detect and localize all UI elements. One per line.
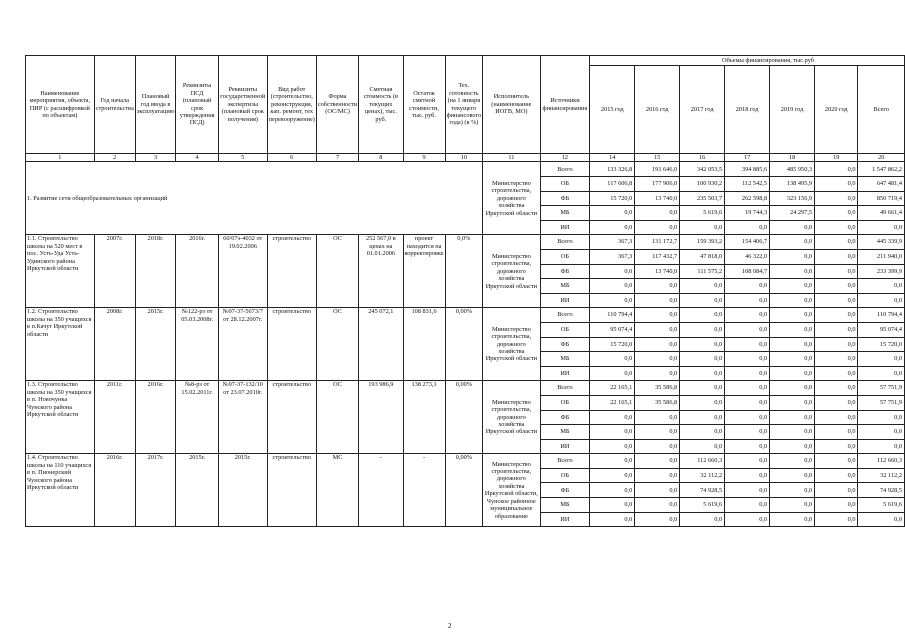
value-cell: 0,0 [815,381,858,396]
total-cell: 0,0 [858,425,905,440]
value-cell: 0,0 [815,468,858,483]
value-cell: 0,0 [815,352,858,367]
value-cell: 0,0 [770,410,815,425]
value-cell: 262 598,8 [725,191,770,206]
value-cell: 0,0 [770,337,815,352]
value-cell: 0,0 [725,425,770,440]
value-cell: 0,0 [680,337,725,352]
value-cell: 0,0 [815,279,858,294]
value-cell: 46 322,0 [725,249,770,264]
value-cell: 0,0 [590,220,635,235]
estimated-cost: 193 986,9 [359,381,403,454]
value-cell: 0,0 [635,512,680,527]
value-cell: 0,0 [590,293,635,308]
value-cell: 0,0 [680,220,725,235]
source-cell: Всего [540,454,590,469]
column-numbers-row [26,154,905,162]
value-cell: 0,0 [725,220,770,235]
value-cell: 35 586,8 [635,381,680,396]
column-number: 10 [445,154,483,162]
value-cell: 0,0 [590,439,635,454]
column-number: 16 [680,154,725,162]
table-row [26,454,905,469]
value-cell: 0,0 [815,308,858,323]
value-cell: 0,0 [815,249,858,264]
page-number: 2 [448,622,452,630]
value-cell: 0,0 [725,381,770,396]
value-cell: 35 586,8 [635,395,680,410]
table-row [26,235,905,250]
value-cell: 0,0 [725,337,770,352]
ownership: ОС [316,308,358,381]
value-cell: 0,0 [770,308,815,323]
value-cell: 112 542,5 [725,177,770,192]
value-cell: 0,0 [815,498,858,513]
column-number: 20 [858,154,905,162]
value-cell: 0,0 [680,279,725,294]
value-cell: 0,0 [815,337,858,352]
value-cell: 394 885,6 [725,162,770,177]
value-cell: 0,0 [770,279,815,294]
value-cell: 0,0 [725,454,770,469]
column-number: 19 [815,154,858,162]
estimated-cost: 252 567,0 в ценах на 01.01.2006 [359,235,403,308]
value-cell: 0,0 [770,293,815,308]
value-cell: 0,0 [815,512,858,527]
value-cell: 0,0 [680,381,725,396]
header-year-2019: 2019 год [770,66,815,154]
column-number: 2 [94,154,135,162]
ownership: МС [316,454,358,527]
value-cell: 24 297,5 [770,206,815,221]
value-cell: 112 660,3 [680,454,725,469]
column-number: 1 [26,154,95,162]
column-number: 4 [176,154,218,162]
source-cell: ОБ [540,395,590,410]
value-cell: 0,0 [590,352,635,367]
value-cell: 0,0 [635,439,680,454]
header-year-2018: 2018 год [725,66,770,154]
value-cell: 0,0 [815,264,858,279]
value-cell: 0,0 [590,264,635,279]
header-year-2015: 2015 год [590,66,635,154]
value-cell: 22 165,1 [590,395,635,410]
value-cell: 0,0 [815,322,858,337]
total-cell: 5 619,6 [858,498,905,513]
source-cell: ИИ [540,220,590,235]
header-readiness: Тех. готовность (на 1 января текущего финансового года) (в %) [445,56,483,154]
object-name: 1.2. Строительство школы на 350 учащихся в п.Качуг Иркутской области [26,308,95,381]
value-cell: 32 112,2 [680,468,725,483]
value-cell: 0,0 [770,235,815,250]
estimated-cost: 245 072,1 [359,308,403,381]
header-funding-title: Объемы финансирования, тыс.руб [590,56,905,66]
executor: Министерство строительства, дорожного хозяйства Иркутской области [483,308,540,381]
value-cell: 0,0 [815,206,858,221]
source-cell: МБ [540,279,590,294]
value-cell: 0,0 [635,468,680,483]
source-cell: ОБ [540,177,590,192]
total-cell: 95 074,4 [858,322,905,337]
source-cell: Всего [540,235,590,250]
value-cell: 0,0 [590,512,635,527]
value-cell: 0,0 [770,264,815,279]
value-cell: 22 165,1 [590,381,635,396]
column-number: 7 [316,154,358,162]
value-cell: 117 432,7 [635,249,680,264]
value-cell: 0,0 [590,498,635,513]
header-psd: Реквизиты ПСД (плановый срок утверждения ПСД) [176,56,218,154]
value-cell: 0,0 [635,425,680,440]
total-cell: 57 751,9 [858,381,905,396]
value-cell: 0,0 [815,235,858,250]
header-commission-year: Плановый год ввода в эксплуатацию [135,56,176,154]
work-type: строительство [267,235,316,308]
value-cell: 0,0 [635,322,680,337]
commission-year: 2018г. [135,235,176,308]
value-cell: 0,0 [590,410,635,425]
value-cell: 19 744,3 [725,206,770,221]
value-cell: 0,0 [770,425,815,440]
value-cell: 0,0 [635,410,680,425]
value-cell: 131 172,7 [635,235,680,250]
value-cell: 0,0 [725,322,770,337]
table-row [26,162,905,177]
value-cell: 0,0 [770,381,815,396]
value-cell: 0,0 [680,439,725,454]
column-number: 15 [635,154,680,162]
source-cell: Всего [540,162,590,177]
value-cell: 0,0 [635,279,680,294]
value-cell: 177 906,0 [635,177,680,192]
financing-table [25,55,905,527]
value-cell: 0,0 [815,439,858,454]
value-cell: 0,0 [680,322,725,337]
column-number: 12 [540,154,590,162]
total-cell: 0,0 [858,512,905,527]
value-cell: 0,0 [725,439,770,454]
source-cell: ИИ [540,512,590,527]
value-cell: 0,0 [680,410,725,425]
source-cell: ИИ [540,366,590,381]
readiness: 0,0% [445,235,483,308]
value-cell: 342 053,5 [680,162,725,177]
total-cell: 0,0 [858,366,905,381]
value-cell: 0,0 [815,410,858,425]
value-cell: 0,0 [815,425,858,440]
estimated-cost: - [359,454,403,527]
psd-details: 2015г. [176,454,218,527]
total-cell: 850 719,4 [858,191,905,206]
total-cell: 15 720,0 [858,337,905,352]
header-expertise: Реквизиты государственной экспертизы (плановый срок получения) [218,56,267,154]
source-cell: ФБ [540,191,590,206]
source-cell: МБ [540,206,590,221]
value-cell: 0,0 [635,308,680,323]
value-cell: 0,0 [815,162,858,177]
value-cell: 0,0 [725,512,770,527]
value-cell: 5 619,6 [680,498,725,513]
value-cell: 0,0 [680,395,725,410]
source-cell: ИИ [540,293,590,308]
value-cell: 367,3 [590,235,635,250]
remaining-cost: проект находится на корректировке [403,235,445,308]
value-cell: 0,0 [680,512,725,527]
total-cell: 0,0 [858,279,905,294]
header-estimated-cost: Сметная стоимость (в текущих ценах), тыс. руб. [359,56,403,154]
value-cell: 0,0 [725,352,770,367]
expertise-details: 2015г. [218,454,267,527]
column-number: 9 [403,154,445,162]
value-cell: 100 930,2 [680,177,725,192]
value-cell: 0,0 [680,352,725,367]
value-cell: 0,0 [590,206,635,221]
value-cell: 0,0 [590,425,635,440]
total-cell: 1 547 862,2 [858,162,905,177]
object-name: 1.1. Строительство школы на 520 мест в пос. Усть-Уда Усть-Удинского района Иркутской области [26,235,95,308]
value-cell: 0,0 [635,337,680,352]
total-cell: 0,0 [858,439,905,454]
value-cell: 111 575,2 [680,264,725,279]
value-cell: 191 646,0 [635,162,680,177]
section-title: 1. Развитие сети общеобразовательных организаций [26,162,483,235]
readiness: 0,00% [445,308,483,381]
value-cell: 485 950,3 [770,162,815,177]
value-cell: 0,0 [725,498,770,513]
column-number: 6 [267,154,316,162]
value-cell: 0,0 [770,439,815,454]
source-cell: ФБ [540,337,590,352]
value-cell: 0,0 [770,322,815,337]
value-cell: 138 495,9 [770,177,815,192]
commission-year: 2017г. [135,454,176,527]
value-cell: 0,0 [725,308,770,323]
value-cell: 0,0 [725,483,770,498]
total-cell: 112 660,3 [858,454,905,469]
table-row [26,308,905,323]
value-cell: 0,0 [725,366,770,381]
total-cell: 0,0 [858,220,905,235]
value-cell: 0,0 [770,454,815,469]
remaining-cost: 138 273,1 [403,381,445,454]
value-cell: 0,0 [590,279,635,294]
psd-details: 2016г. [176,235,218,308]
source-cell: ОБ [540,468,590,483]
value-cell: 0,0 [815,395,858,410]
value-cell: 0,0 [815,293,858,308]
value-cell: 0,0 [590,366,635,381]
value-cell: 95 074,4 [590,322,635,337]
value-cell: 159 393,2 [680,235,725,250]
total-cell: 445 339,9 [858,235,905,250]
value-cell: 133 326,8 [590,162,635,177]
total-cell: 0,0 [858,293,905,308]
value-cell: 74 928,5 [680,483,725,498]
value-cell: 0,0 [725,410,770,425]
column-number: 17 [725,154,770,162]
work-type: строительство [267,308,316,381]
header-remaining-cost: Остаток сметной стоимости, тыс. руб. [403,56,445,154]
column-number: 11 [483,154,540,162]
value-cell: 15 720,0 [590,191,635,206]
start-year: 2011г. [94,381,135,454]
total-cell: 0,0 [858,410,905,425]
start-year: 2016г. [94,454,135,527]
value-cell: 108 084,7 [725,264,770,279]
column-number: 14 [590,154,635,162]
total-cell: 0,0 [858,352,905,367]
value-cell: 0,0 [770,220,815,235]
ownership: ОС [316,235,358,308]
value-cell: 0,0 [770,512,815,527]
source-cell: ОБ [540,249,590,264]
value-cell: 0,0 [770,498,815,513]
commission-year: 2015г. [135,308,176,381]
psd-details: №122-рз от 05.03.2008г. [176,308,218,381]
value-cell: 13 740,0 [635,264,680,279]
value-cell: 0,0 [770,249,815,264]
value-cell: 0,0 [590,454,635,469]
value-cell: 0,0 [635,454,680,469]
value-cell: 0,0 [770,395,815,410]
executor: Министерство строительства, дорожного хозяйства Иркутской области, Чунское районное муниципальное образование [483,454,540,527]
source-cell: МБ [540,425,590,440]
total-cell: 49 661,4 [858,206,905,221]
column-number: 8 [359,154,403,162]
header-ownership: Форма собственности (ОС/МС) [316,56,358,154]
total-cell: 57 751,9 [858,395,905,410]
value-cell: 154 406,7 [725,235,770,250]
header-name: Наименование мероприятия, объекта, ПИР (с расшифровкой по объектам) [26,56,95,154]
value-cell: 0,0 [725,468,770,483]
value-cell: 0,0 [635,366,680,381]
work-type: строительство [267,381,316,454]
value-cell: 0,0 [635,220,680,235]
source-cell: МБ [540,498,590,513]
table-body [26,162,905,527]
header-start-year: Год начала строительства [94,56,135,154]
column-number: 18 [770,154,815,162]
total-cell: 647 481,4 [858,177,905,192]
header-year-2016: 2016 год [635,66,680,154]
start-year: 2007г. [94,235,135,308]
value-cell: 0,0 [770,468,815,483]
source-cell: ФБ [540,264,590,279]
source-cell: ФБ [540,410,590,425]
value-cell: 0,0 [770,352,815,367]
total-cell: 74 928,5 [858,483,905,498]
table-row [26,381,905,396]
value-cell: 323 156,9 [770,191,815,206]
value-cell: 0,0 [725,279,770,294]
value-cell: 0,0 [815,454,858,469]
value-cell: 367,3 [590,249,635,264]
object-name: 1.4. Строительство школы на 110 учащихся в п. Пионерский Чунского района Иркутской области [26,454,95,527]
value-cell: 0,0 [815,177,858,192]
value-cell: 0,0 [635,483,680,498]
expertise-details: №97-37-5673/7 от 28.12.2007г. [218,308,267,381]
total-cell: 32 112,2 [858,468,905,483]
value-cell: 0,0 [635,293,680,308]
value-cell: 13 740,0 [635,191,680,206]
value-cell: 0,0 [815,220,858,235]
ownership: ОС [316,381,358,454]
value-cell: 0,0 [635,352,680,367]
value-cell: 0,0 [770,483,815,498]
psd-details: №8-рз от 15.02.2011г. [176,381,218,454]
readiness: 0,00% [445,381,483,454]
value-cell: 0,0 [590,468,635,483]
source-cell: ФБ [540,483,590,498]
value-cell: 0,0 [590,483,635,498]
value-cell: 235 503,7 [680,191,725,206]
value-cell: 0,0 [815,366,858,381]
value-cell: 0,0 [680,425,725,440]
value-cell: 15 720,0 [590,337,635,352]
start-year: 2008г. [94,308,135,381]
remaining-cost: - [403,454,445,527]
value-cell: 5 619,6 [680,206,725,221]
source-cell: ИИ [540,439,590,454]
expertise-details: №97-37-132/10 от 23.07.2010г. [218,381,267,454]
value-cell: 0,0 [770,366,815,381]
value-cell: 0,0 [680,293,725,308]
header-executor: Исполнитель (наименование ИОГВ, МО) [483,56,540,154]
value-cell: 0,0 [635,206,680,221]
value-cell: 47 818,0 [680,249,725,264]
value-cell: 117 606,8 [590,177,635,192]
executor: Министерство строительства, дорожного хозяйства Иркутской области [483,381,540,454]
table-header [26,56,905,162]
value-cell: 0,0 [680,308,725,323]
executor: Министерство строительства, дорожного хозяйства Иркутской области [483,235,540,308]
value-cell: 0,0 [725,395,770,410]
column-number: 3 [135,154,176,162]
object-name: 1.3. Строительство школы на 350 учащихся в п. Новочунка Чунского района Иркутской области [26,381,95,454]
expertise-details: 60/07э-4032 от 19.02.2006 [218,235,267,308]
header-year-2017: 2017 год [680,66,725,154]
value-cell: 0,0 [635,498,680,513]
header-total: Всего [858,66,905,154]
value-cell: 0,0 [725,293,770,308]
source-cell: Всего [540,381,590,396]
executor: Министерство строительства, дорожного хозяйства Иркутской области [483,162,540,235]
source-cell: МБ [540,352,590,367]
value-cell: 0,0 [815,191,858,206]
total-cell: 110 794,4 [858,308,905,323]
source-cell: Всего [540,308,590,323]
readiness: 0,00% [445,454,483,527]
header-year-2020: 2020 год [815,66,858,154]
value-cell: 0,0 [815,483,858,498]
commission-year: 2016г. [135,381,176,454]
total-cell: 211 940,0 [858,249,905,264]
total-cell: 233 399,9 [858,264,905,279]
header-sources: Источники финансирования [540,56,590,154]
source-cell: ОБ [540,322,590,337]
remaining-cost: 108 831,6 [403,308,445,381]
header-work-type: Вид работ (строительство, реконструкция, кап. ремонт, тех перевооружение) [267,56,316,154]
column-number: 5 [218,154,267,162]
work-type: строительство [267,454,316,527]
value-cell: 110 794,4 [590,308,635,323]
value-cell: 0,0 [680,366,725,381]
